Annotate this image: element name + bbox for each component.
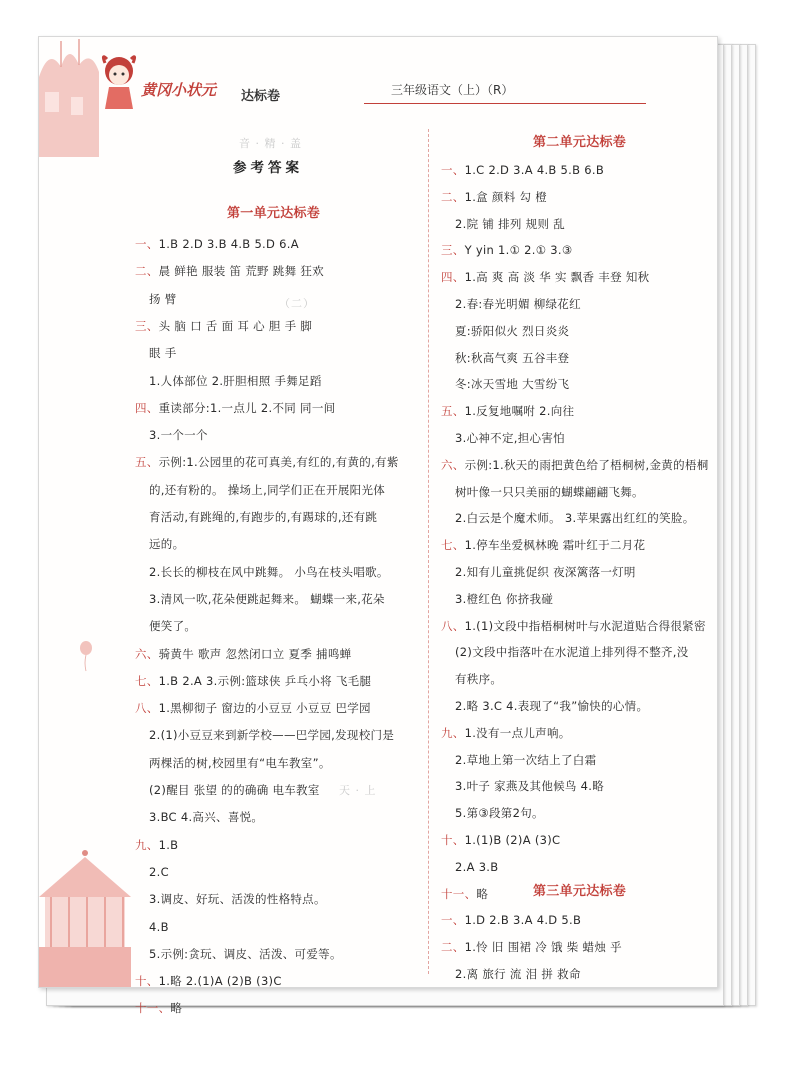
unit-2-answer-row: [441, 404, 574, 418]
question-number: 一、: [135, 237, 159, 251]
unit-2-answer-row: [441, 619, 706, 633]
unit-2-answer-row: [455, 565, 636, 579]
unit-2-answer-row: [455, 217, 565, 231]
unit-3-answer-row: [441, 940, 622, 954]
answer-text: (2)醒目 张望 的的确确 电车教室: [149, 783, 320, 797]
answer-text: 1.略 2.(1)A (2)B (3)C: [158, 974, 282, 989]
answer-text: 3.叶子 家燕及其他候鸟 4.略: [455, 779, 605, 794]
unit-1-answer-row: [135, 1001, 182, 1015]
question-number: 六、: [441, 457, 465, 472]
answer-text: 5.示例:贪玩、调皮、活泼、可爱等。: [149, 946, 342, 961]
answer-text: 2.A 3.B: [455, 859, 499, 874]
unit-1-answer-row: [149, 565, 389, 579]
answer-text: 1.盒 颜料 勾 橙: [464, 189, 548, 204]
question-number: 十一、: [441, 886, 477, 901]
unit-2-answer-row: [441, 190, 547, 204]
unit-2-answer-row: [441, 833, 560, 847]
page-header: [129, 67, 709, 117]
answer-text: 2.院 铺 排列 规则 乱: [455, 216, 565, 231]
answer-text: 略: [170, 1001, 183, 1016]
answer-page: [38, 36, 718, 1016]
unit-1-answer-row: [135, 838, 178, 852]
question-number: 六、: [135, 646, 159, 661]
answer-text: 1.停车坐爱枫林晚 霜叶红于二月花: [464, 538, 646, 553]
answer-text: 1.反复地嘱咐 2.向往: [464, 404, 575, 419]
brand-logo-text: 黄冈小状元: [141, 81, 217, 99]
answer-text: 3.一个一个: [149, 428, 208, 443]
section-title-unit-1: 第一单元达标卷: [227, 206, 321, 221]
unit-2-answer-row: [455, 753, 596, 767]
answer-text: 3.BC 4.高兴、喜悦。: [149, 810, 264, 825]
unit-1-answer-row: [135, 237, 299, 251]
unit-1-answer-row: [135, 401, 335, 415]
bleed-through-text: （二）: [279, 297, 315, 310]
unit-2-answer-row: [441, 538, 645, 552]
answer-text: 2.长长的柳枝在风中跳舞。 小鸟在枝头唱歌。: [149, 564, 389, 579]
answer-text: 1.人体部位 2.肝胆相照 手舞足蹈: [149, 373, 322, 388]
answer-text: 2.离 旅行 流 泪 拼 救命: [455, 967, 581, 981]
subject-label: 三年级语文（上）（R）: [391, 83, 514, 97]
unit-1-answer-row: [149, 756, 331, 770]
unit-1-answer-row: [149, 592, 385, 606]
answer-text: 头 脑 口 舌 面 耳 心 胆 手 脚: [158, 318, 313, 333]
answer-text: 树叶像一只只美丽的蝴蝶翩翩飞舞。: [455, 484, 644, 499]
answer-text: 2.知有儿童挑促织 夜深篱落一灯明: [455, 565, 636, 579]
unit-1-answer-row: [149, 865, 169, 879]
unit-2-answer-row: [455, 592, 553, 606]
unit-1-answer-row: [149, 374, 322, 388]
unit-3-answer-row: [441, 913, 581, 927]
question-number: 二、: [441, 189, 465, 204]
question-number: 九、: [135, 837, 159, 852]
answer-text: 夏:骄阳似火 烈日炎炎: [455, 323, 570, 338]
answer-text: (2)文段中指落叶在水泥道上排列得不整齐,没: [455, 645, 689, 660]
unit-1-answer-row: [149, 483, 385, 497]
unit-2-answer-row: [455, 485, 644, 499]
question-number: 九、: [441, 725, 465, 740]
carousel-decoration-icon: [39, 787, 131, 987]
answer-text: 骑黄牛 歌声 忽然闭口立 夏季 捕鸣蝉: [158, 646, 352, 661]
unit-1-answer-row: [149, 947, 342, 961]
unit-1-answer-row: [135, 455, 399, 469]
answer-text: 1.高 爽 高 淡 华 实 飘香 丰登 知秋: [464, 270, 650, 285]
unit-1-answer-row: [135, 674, 371, 688]
question-number: 十、: [441, 833, 465, 847]
answer-text: 2.(1)小豆豆来到新学校——巴学园,发现校门是: [149, 728, 395, 743]
unit-1-answer-row: [149, 920, 169, 934]
question-number: 四、: [135, 400, 159, 415]
unit-1-answer-row: [149, 619, 196, 633]
unit-1-answer-row: [135, 319, 312, 333]
answer-text: 5.第③段第2句。: [455, 806, 544, 821]
unit-2-answer-row: [455, 645, 689, 659]
unit-2-answer-row: [455, 324, 569, 338]
unit-2-answer-row: [455, 699, 648, 713]
unit-1-answer-row: [135, 974, 282, 988]
answer-text: 1.(1)文段中指梧桐树叶与水泥道贴合得很紧密: [464, 618, 706, 633]
unit-1-answer-row: [135, 264, 324, 278]
answer-text: 1.B 2.A 3.示例:篮球侠 乒乓小将 飞毛腿: [158, 673, 372, 688]
question-number: 三、: [441, 243, 465, 258]
answer-text: 3.橙红色 你挤我碰: [455, 591, 554, 606]
unit-2-answer-row: [441, 726, 571, 740]
cartoon-girl-icon: [97, 51, 141, 111]
answer-text: 1.B 2.D 3.B 4.B 5.D 6.A: [158, 237, 299, 251]
question-number: 五、: [441, 404, 465, 419]
brand-subtitle: 达标卷: [241, 89, 281, 104]
answer-text: 扬 臂: [149, 291, 177, 306]
unit-2-answer-row: [441, 243, 573, 257]
answer-text: Y yin 1.① 2.① 3.③: [464, 243, 573, 258]
question-number: 七、: [441, 538, 465, 553]
answer-text: 2.略 3.C 4.表现了“我”愉快的心情。: [455, 699, 649, 713]
section-title-unit-2: 第二单元达标卷: [533, 135, 627, 150]
unit-1-answer-row: [149, 346, 177, 360]
answer-text: 1.C 2.D 3.A 4.B 5.B 6.B: [464, 163, 605, 177]
question-number: 一、: [441, 913, 465, 927]
unit-2-answer-row: [455, 377, 569, 391]
answer-text: 有秩序。: [455, 672, 503, 687]
answer-text: 略: [476, 886, 489, 901]
question-number: 七、: [135, 673, 159, 688]
question-number: 四、: [441, 270, 465, 285]
answer-text: 4.B: [149, 919, 169, 934]
unit-2-answer-row: [455, 297, 581, 311]
answer-text: 两棵活的树,校园里有“电车教室”。: [149, 755, 331, 770]
answer-text: 重读部分:1.一点儿 2.不同 同一间: [158, 400, 336, 415]
unit-1-answer-row: [149, 428, 208, 442]
question-number: 五、: [135, 455, 159, 470]
answer-text: 3.调皮、好玩、活泼的性格特点。: [149, 892, 326, 907]
question-number: 一、: [441, 163, 465, 177]
unit-1-answer-row: [135, 647, 351, 661]
answer-text: 2.白云是个魔术师。 3.苹果露出红红的笑脸。: [455, 511, 695, 526]
answer-text: 2.春:春光明媚 柳绿花红: [455, 297, 581, 311]
unit-1-answer-row: [149, 292, 177, 306]
answer-text: 1.怜 旧 围裙 冷 饿 柴 蜡烛 乎: [464, 940, 622, 954]
answer-text: 2.草地上第一次结上了白霜: [455, 752, 597, 767]
question-number: 二、: [135, 264, 159, 279]
answer-text: 2.C: [149, 864, 169, 879]
unit-2-answer-row: [441, 887, 488, 901]
unit-1-answer-row: [149, 537, 184, 551]
unit-2-answer-row: [455, 511, 695, 525]
answer-text: 1.D 2.B 3.A 4.D 5.B: [464, 913, 582, 927]
bleed-through-text: 天 · 上: [339, 784, 377, 797]
unit-2-answer-row: [455, 351, 569, 365]
header-underline: [364, 103, 646, 104]
answer-text: 1.B: [158, 837, 179, 852]
answer-text: 3.清风一吹,花朵便跳起舞来。 蝴蝶一来,花朵: [149, 591, 385, 606]
unit-1-answer-row: [149, 728, 394, 742]
unit-1-answer-row: [135, 701, 371, 715]
answer-text: 1.(1)B (2)A (3)C: [464, 833, 561, 847]
answer-text: 眼 手: [149, 346, 177, 361]
answer-text: 秋:秋高气爽 五谷丰登: [455, 350, 570, 365]
unit-2-answer-row: [441, 458, 709, 472]
answer-text: 便笑了。: [149, 619, 197, 634]
question-number: 十、: [135, 974, 159, 989]
balloon-icon: [79, 641, 93, 671]
answer-text: 冬:冰天雪地 大雪纷飞: [455, 377, 570, 392]
question-number: 三、: [135, 318, 159, 333]
unit-2-answer-row: [441, 163, 604, 177]
section-title-unit-3: 第三单元达标卷: [533, 884, 627, 899]
unit-3-answer-row: [455, 967, 581, 981]
unit-2-answer-row: [455, 806, 544, 820]
main-title: 参考答案: [233, 160, 303, 176]
unit-1-answer-row: [149, 783, 320, 797]
answer-text: 示例:1.公园里的花可真美,有红的,有黄的,有紫: [158, 455, 399, 470]
unit-2-answer-row: [455, 672, 502, 686]
unit-2-answer-row: [441, 270, 649, 284]
unit-1-answer-row: [149, 510, 377, 524]
unit-1-answer-row: [149, 810, 263, 824]
question-number: 二、: [441, 940, 465, 954]
answer-text: 的,还有粉的。 操场上,同学们正在开展阳光体: [149, 482, 386, 497]
answer-text: 远的。: [149, 537, 185, 552]
question-number: 八、: [135, 701, 159, 716]
answer-text: 1.没有一点儿声响。: [464, 725, 571, 740]
column-divider: [428, 129, 429, 974]
answer-text: 育活动,有跳绳的,有跑步的,有踢球的,还有跳: [149, 510, 378, 524]
unit-1-answer-row: [149, 892, 326, 906]
answer-text: 1.黑柳彻子 窗边的小豆豆 小豆豆 巴学园: [158, 701, 371, 716]
question-number: 八、: [441, 618, 465, 633]
unit-2-answer-row: [455, 431, 565, 445]
answer-text: 3.心神不定,担心害怕: [455, 431, 565, 445]
bleed-through-text: 音 · 精 · 盖: [239, 137, 302, 150]
question-number: 十一、: [135, 1001, 171, 1016]
answer-text: 示例:1.秋天的雨把黄色给了梧桐树,金黄的梧桐: [464, 457, 709, 472]
unit-2-answer-row: [455, 860, 498, 874]
answer-text: 晨 鲜艳 服装 笛 荒野 跳舞 狂欢: [158, 264, 324, 279]
unit-2-answer-row: [455, 779, 604, 793]
